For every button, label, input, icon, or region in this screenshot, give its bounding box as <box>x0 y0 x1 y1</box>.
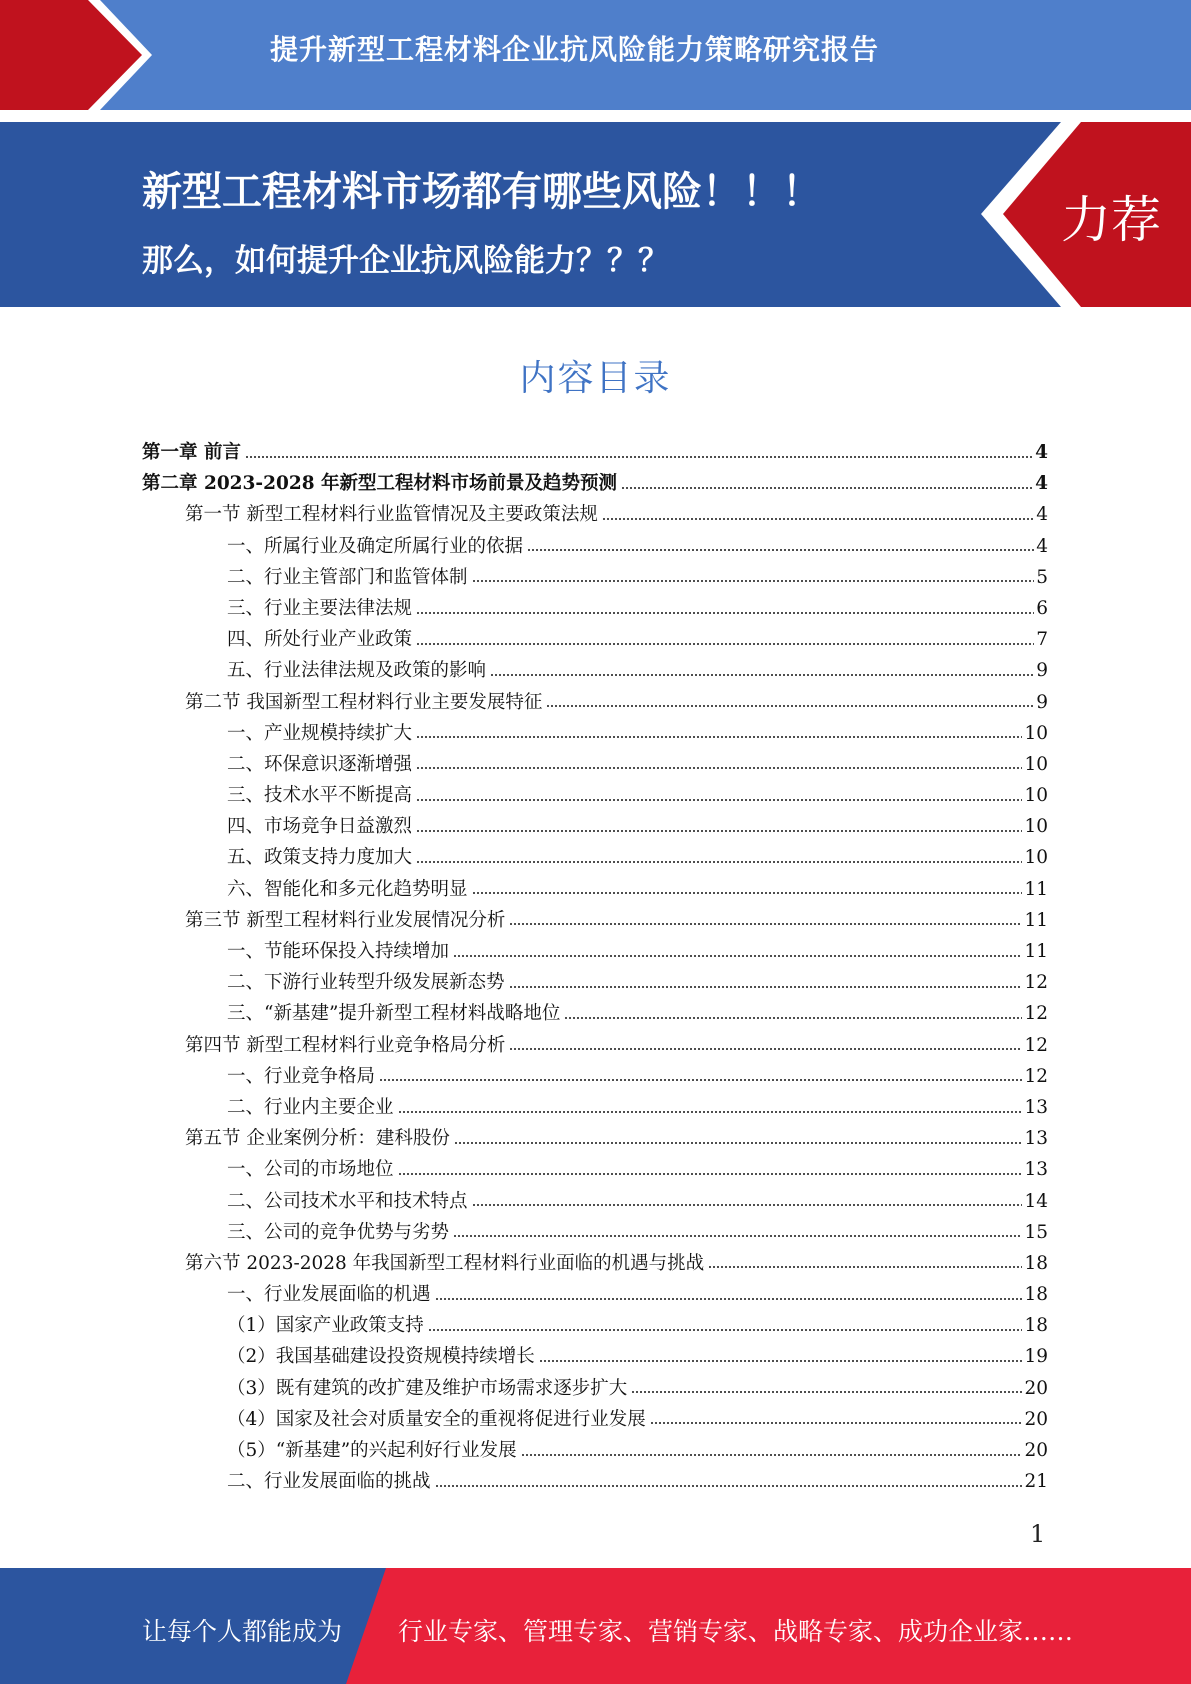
toc-entry-title: 五、行业法律法规及政策的影响 <box>227 660 487 682</box>
toc-dot-leader <box>472 580 1035 582</box>
toc-entry-page: 18 <box>1024 1315 1048 1337</box>
toc-entry-title: 一、节能环保投入持续增加 <box>227 941 450 962</box>
toc-entry-title: （3）既有建筑的改扩建及维护市场需求逐步扩大 <box>227 1377 628 1399</box>
toc-entry-page: 4 <box>1036 504 1048 526</box>
toc-entry-title: 五、政策支持力度加大 <box>227 847 413 869</box>
toc-dot-leader <box>245 456 1033 458</box>
toc-entry[interactable] <box>142 1092 1048 1123</box>
toc-entry-page: 18 <box>1024 1252 1048 1274</box>
toc-entry-page: 12 <box>1024 1034 1048 1056</box>
toc-dot-leader <box>435 1298 1023 1300</box>
toc-dot-leader <box>708 1266 1022 1268</box>
toc-entry-page: 6 <box>1036 597 1048 619</box>
report-title: 提升新型工程材料企业抗风险能力策略研究报告 <box>270 33 880 66</box>
toc-entry-title: （5）“新基建”的兴起利好行业发展 <box>227 1440 517 1461</box>
toc-dot-leader <box>398 1111 1023 1113</box>
toc-entry-page: 10 <box>1024 753 1048 775</box>
toc-entry-title: 一、行业竞争格局 <box>227 1065 376 1087</box>
footer-slogan-left: 让每个人都能成为 <box>142 1617 343 1646</box>
toc-entry[interactable] <box>142 531 1048 562</box>
toc-entry-title: 二、行业主管部门和监管体制 <box>227 566 468 588</box>
toc-dot-leader <box>472 1204 1023 1206</box>
toc-dot-leader <box>527 549 1034 551</box>
toc-entry-title: （1）国家产业政策支持 <box>227 1315 424 1337</box>
toc-entry[interactable] <box>142 811 1048 842</box>
toc-entry[interactable] <box>142 1279 1048 1310</box>
toc-entry-title: 三、“新基建”提升新型工程材料战略地位 <box>227 1003 561 1025</box>
toc-dot-leader <box>631 1391 1022 1393</box>
toc-dot-leader <box>454 1142 1023 1144</box>
toc-entry-page: 12 <box>1024 1065 1048 1087</box>
toc-entry-page: 11 <box>1024 878 1048 900</box>
toc-entry[interactable] <box>142 1466 1048 1497</box>
toc-entry[interactable] <box>142 967 1048 998</box>
recommend-badge-label: 力荐 <box>1061 191 1161 249</box>
toc-dot-leader <box>416 861 1022 863</box>
toc-dot-leader <box>416 612 1034 614</box>
toc-entry[interactable] <box>142 905 1048 936</box>
toc-entry-page: 12 <box>1024 1003 1048 1025</box>
toc-dot-leader <box>398 1173 1023 1175</box>
toc-dot-leader <box>472 892 1023 894</box>
toc-dot-leader <box>521 1454 1023 1456</box>
toc-entry-title: 三、公司的竞争优势与劣势 <box>227 1221 450 1243</box>
toc-entry[interactable] <box>142 842 1048 873</box>
toc-entry-title: 二、行业内主要企业 <box>227 1096 394 1118</box>
toc-entry-page: 10 <box>1024 816 1048 838</box>
toc-entry-title: 四、所处行业产业政策 <box>227 629 413 651</box>
toc-entry[interactable] <box>142 1186 1048 1217</box>
toc-entry[interactable] <box>142 780 1048 811</box>
toc-dot-leader <box>509 986 1023 988</box>
toc-dot-leader <box>453 1235 1022 1237</box>
toc-entry[interactable] <box>142 1217 1048 1248</box>
toc-dot-leader <box>453 955 1022 957</box>
toc-dot-leader <box>602 518 1034 520</box>
toc-entry-title: 四、市场竞争日益激烈 <box>227 816 413 838</box>
toc-entry-page: 9 <box>1036 660 1048 682</box>
hero-headline: 新型工程材料市场都有哪些风险！！！ <box>142 169 822 215</box>
toc-entry-page: 4 <box>1036 535 1048 557</box>
toc-entry[interactable] <box>142 562 1048 593</box>
toc-entry[interactable] <box>142 718 1048 749</box>
toc-entry[interactable] <box>142 1435 1048 1466</box>
toc-entry-page: 13 <box>1024 1096 1048 1118</box>
toc-entry-page: 19 <box>1024 1346 1048 1368</box>
toc-dot-leader <box>416 736 1022 738</box>
toc-entry-page: 13 <box>1024 1128 1048 1150</box>
toc-entry-title: 第五节 企业案例分析：建科股份 <box>185 1128 450 1150</box>
toc-entry-title: 第二节 我国新型工程材料行业主要发展特征 <box>185 691 543 713</box>
toc-dot-leader <box>546 705 1034 707</box>
toc-dot-leader <box>539 1360 1023 1362</box>
toc-entry[interactable] <box>142 1341 1048 1372</box>
toc-entry[interactable] <box>142 936 1048 967</box>
toc-entry-title: （2）我国基础建设投资规模持续增长 <box>227 1346 535 1368</box>
toc-entry[interactable] <box>142 1154 1048 1185</box>
toc-entry-page: 4 <box>1035 473 1048 495</box>
toc-entry-page: 18 <box>1024 1284 1048 1306</box>
toc-entry-page: 20 <box>1024 1377 1048 1399</box>
toc-entry-page: 20 <box>1024 1408 1048 1430</box>
toc-entry-title: 第一章 前言 <box>142 442 241 463</box>
toc-entry[interactable] <box>142 1030 1048 1061</box>
toc-entry-page: 4 <box>1035 442 1048 463</box>
toc-entry-page: 11 <box>1024 909 1048 931</box>
toc-entry-title: 二、行业发展面临的挑战 <box>227 1471 431 1493</box>
toc-dot-leader <box>509 1048 1022 1050</box>
toc-entry-page: 14 <box>1024 1190 1048 1212</box>
toc-dot-leader <box>416 830 1022 832</box>
toc-entry-title: （4）国家及社会对质量安全的重视将促进行业发展 <box>227 1408 646 1430</box>
toc-entry[interactable] <box>142 749 1048 780</box>
toc-list <box>142 437 1048 1497</box>
toc-entry[interactable] <box>142 593 1048 624</box>
toc-entry-title: 第一节 新型工程材料行业监管情况及主要政策法规 <box>185 504 598 526</box>
footer-slogan-right: 行业专家、管理专家、营销专家、战略专家、成功企业家…… <box>398 1617 1074 1646</box>
toc-entry-page: 20 <box>1024 1440 1048 1461</box>
toc-dot-leader <box>621 487 1033 489</box>
toc-entry[interactable] <box>142 874 1048 905</box>
toc-entry[interactable] <box>142 499 1048 530</box>
toc-entry[interactable] <box>142 1404 1048 1435</box>
toc-entry-title: 一、所属行业及确定所属行业的依据 <box>227 535 524 557</box>
toc-entry-page: 13 <box>1024 1159 1048 1181</box>
toc-entry-title: 二、公司技术水平和技术特点 <box>227 1190 468 1212</box>
toc-dot-leader <box>490 674 1034 676</box>
toc-entry-page: 5 <box>1036 566 1048 588</box>
toc-entry[interactable] <box>142 687 1048 718</box>
toc-dot-leader <box>428 1329 1023 1331</box>
toc-entry-title: 第三节 新型工程材料行业发展情况分析 <box>185 909 506 931</box>
toc-entry-page: 10 <box>1024 785 1048 807</box>
toc-entry[interactable] <box>142 998 1048 1029</box>
toc-entry-page: 7 <box>1036 629 1048 651</box>
toc-entry[interactable] <box>142 1373 1048 1404</box>
toc-entry-title: 第六节 2023-2028 年我国新型工程材料行业面临的机遇与挑战 <box>185 1252 705 1274</box>
toc-dot-leader <box>650 1422 1023 1424</box>
toc-entry-page: 21 <box>1024 1471 1048 1493</box>
toc-entry-title: 一、行业发展面临的机遇 <box>227 1284 431 1306</box>
toc-entry[interactable] <box>142 468 1048 499</box>
toc-dot-leader <box>435 1485 1023 1487</box>
toc-dot-leader <box>416 767 1022 769</box>
toc-entry[interactable] <box>142 437 1048 468</box>
page-number: 1 <box>1030 1520 1046 1548</box>
toc-entry-title: 三、技术水平不断提高 <box>227 785 413 807</box>
toc-dot-leader <box>509 923 1022 925</box>
hero-subheadline: 那么，如何提升企业抗风险能力？？？ <box>142 243 669 279</box>
toc-entry[interactable] <box>142 1248 1048 1279</box>
toc-entry-title: 三、行业主要法律法规 <box>227 597 413 619</box>
toc-entry-title: 二、环保意识逐渐增强 <box>227 753 413 775</box>
toc-dot-leader <box>416 799 1022 801</box>
toc-entry[interactable] <box>142 624 1048 655</box>
toc-entry-page: 11 <box>1024 941 1048 962</box>
toc-dot-leader <box>379 1079 1022 1081</box>
toc-entry-title: 二、下游行业转型升级发展新态势 <box>227 972 505 994</box>
toc-entry-title: 第二章 2023-2028 年新型工程材料市场前景及趋势预测 <box>142 473 618 495</box>
toc-dot-leader <box>564 1017 1022 1019</box>
toc-entry-page: 15 <box>1024 1221 1048 1243</box>
toc-entry-page: 9 <box>1036 691 1048 713</box>
toc-entry-page: 10 <box>1024 722 1048 744</box>
toc-entry-title: 第四节 新型工程材料行业竞争格局分析 <box>185 1034 506 1056</box>
toc-heading: 内容目录 <box>519 358 672 399</box>
toc-entry-title: 一、产业规模持续扩大 <box>227 722 413 744</box>
toc-entry-title: 一、公司的市场地位 <box>227 1159 394 1181</box>
toc-entry[interactable] <box>142 655 1048 686</box>
toc-entry[interactable] <box>142 1310 1048 1341</box>
toc-entry[interactable] <box>142 1123 1048 1154</box>
toc-dot-leader <box>416 643 1034 645</box>
toc-entry-title: 六、智能化和多元化趋势明显 <box>227 878 468 900</box>
toc-entry-page: 12 <box>1024 972 1048 994</box>
toc-entry[interactable] <box>142 1061 1048 1092</box>
toc-entry-page: 10 <box>1024 847 1048 869</box>
